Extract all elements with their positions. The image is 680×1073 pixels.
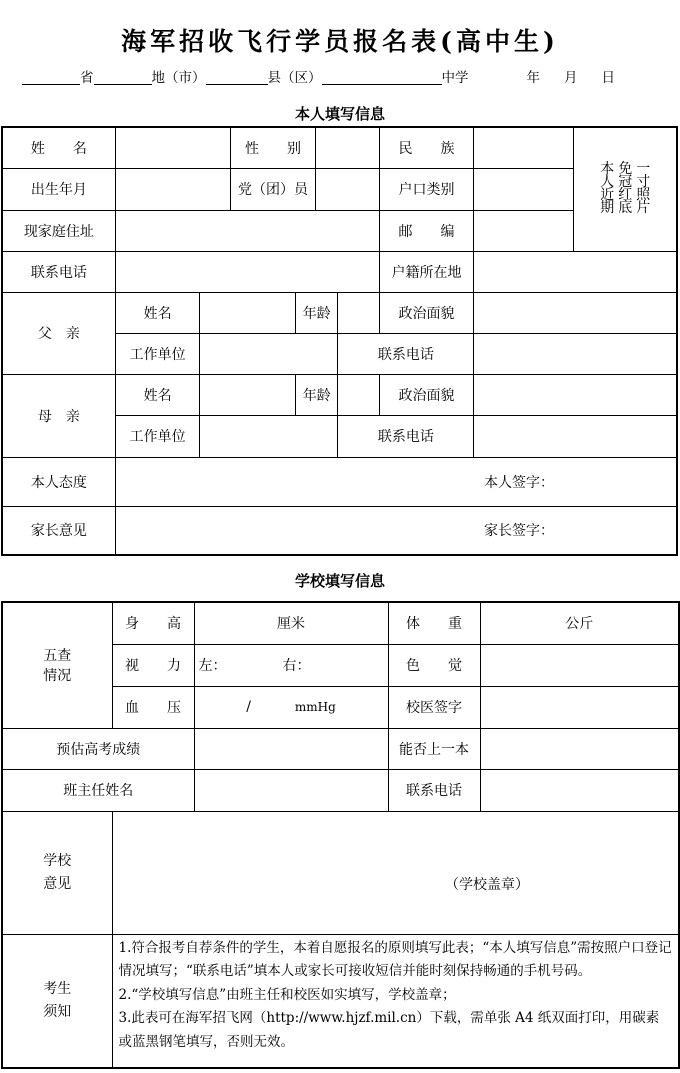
ethnicity-label: 民 族 <box>379 127 474 168</box>
party-field[interactable] <box>315 168 379 210</box>
father-age-label: 年龄 <box>296 292 338 333</box>
hukou-type-label: 户口类别 <box>379 168 474 210</box>
photo-text-col-3: 一 寸 照 片 <box>636 161 651 217</box>
school-section-heading: 学校填写信息 <box>294 572 385 590</box>
party-label: 党（团）员 <box>231 168 316 210</box>
teacher-field[interactable] <box>194 769 388 811</box>
county-label: 县（区） <box>267 70 322 86</box>
hukou-location-field[interactable] <box>474 251 677 292</box>
birth-label: 出生年月 <box>2 168 115 210</box>
phone-field[interactable] <box>115 251 379 292</box>
gaokao-label: 预估高考成绩 <box>2 728 194 769</box>
tier1-label: 能否上一本 <box>388 728 480 769</box>
height-label: 身 高 <box>112 602 194 644</box>
father-political-label: 政治面貌 <box>379 292 474 333</box>
self-signature-label: 本人签字： <box>484 474 554 491</box>
height-field[interactable] <box>194 602 388 644</box>
notice-item-1: 1.符合报考自荐条件的学生，本着自愿报名的原则填写此表；“本人填写信息”需按照户口登记情况填写；“联系电话”填本人或家长可接收短信并能时刻保持畅通的手机号码。 <box>118 939 672 979</box>
county-blank[interactable] <box>206 70 268 85</box>
vision-field[interactable] <box>194 644 388 686</box>
notice-label: 考生 须知 <box>2 934 112 1068</box>
city-blank[interactable] <box>94 70 152 85</box>
mother-political-field[interactable] <box>474 374 677 415</box>
father-name-label: 姓名 <box>115 292 200 333</box>
father-work-label: 工作单位 <box>115 333 200 374</box>
teacher-label: 班主任姓名 <box>2 769 194 811</box>
father-phone-field[interactable] <box>474 333 677 374</box>
school-info-table <box>1 601 680 1069</box>
school-opinion-label: 学校 意见 <box>2 811 112 934</box>
father-work-field[interactable] <box>200 333 338 374</box>
gaokao-field[interactable] <box>194 728 388 769</box>
father-name-field[interactable] <box>200 292 296 333</box>
vision-label: 视 力 <box>112 644 194 686</box>
mother-age-field[interactable] <box>338 374 379 415</box>
color-vision-label: 色 觉 <box>388 644 480 686</box>
personal-info-table <box>1 126 678 556</box>
mother-political-label: 政治面貌 <box>379 374 474 415</box>
phone-label: 联系电话 <box>2 251 115 292</box>
mother-phone-label: 联系电话 <box>338 415 474 457</box>
year-label: 年 <box>526 70 540 86</box>
bp-unit: mmHg <box>294 700 336 714</box>
mother-name-field[interactable] <box>200 374 296 415</box>
name-field[interactable] <box>115 127 230 168</box>
weight-unit: 公斤 <box>565 616 594 633</box>
blood-pressure-field[interactable] <box>194 686 388 728</box>
postcode-label: 邮 编 <box>379 210 474 251</box>
color-vision-field[interactable] <box>480 644 679 686</box>
home-address-field[interactable] <box>115 210 379 251</box>
postcode-field[interactable] <box>474 210 574 251</box>
school-stamp-label: （学校盖章） <box>445 876 529 893</box>
province-label: 省 <box>80 70 94 86</box>
photo-text-col-1: 本 人 近 期 <box>600 161 615 217</box>
mother-work-label: 工作单位 <box>115 415 200 457</box>
mother-label: 母 亲 <box>2 374 115 457</box>
mother-work-field[interactable] <box>200 415 338 457</box>
gender-label: 性 别 <box>231 127 316 168</box>
doctor-sign-field[interactable] <box>480 686 679 728</box>
school-opinion-field[interactable] <box>112 811 679 934</box>
teacher-phone-label: 联系电话 <box>388 769 480 811</box>
month-label: 月 <box>564 70 578 86</box>
father-phone-label: 联系电话 <box>338 333 474 374</box>
notice-content <box>112 934 679 1068</box>
school-label: 中学 <box>441 70 469 86</box>
name-label: 姓 名 <box>2 127 115 168</box>
photo-box[interactable] <box>574 127 677 251</box>
day-label: 日 <box>601 70 615 86</box>
self-attitude-field[interactable] <box>115 457 677 506</box>
vision-right-label: 右： <box>282 658 311 674</box>
home-address-label: 现家庭住址 <box>2 210 115 251</box>
parent-opinion-label: 家长意见 <box>2 506 115 555</box>
teacher-phone-field[interactable] <box>480 769 679 811</box>
blood-pressure-label: 血 压 <box>112 686 194 728</box>
notice-item-2: 2.“学校填写信息”由班主任和校医如实填写，学校盖章； <box>118 986 456 1003</box>
photo-text-col-2: 免 冠 红 底 <box>618 161 633 217</box>
father-political-field[interactable] <box>474 292 677 333</box>
province-blank[interactable] <box>22 70 80 85</box>
weight-label: 体 重 <box>388 602 480 644</box>
mother-age-label: 年龄 <box>296 374 338 415</box>
notice-item-3: 3.此表可在海军招飞网（http://www.hjzf.mil.cn）下载，需单张 A4 纸双面打印，用碳素或蓝黑钢笔填写，否则无效。 <box>118 1010 660 1050</box>
weight-field[interactable] <box>480 602 679 644</box>
school-blank[interactable] <box>322 70 442 85</box>
address-line <box>22 66 615 86</box>
mother-phone-field[interactable] <box>474 415 677 457</box>
gender-field[interactable] <box>315 127 379 168</box>
birth-field[interactable] <box>115 168 230 210</box>
city-label: 地（市） <box>151 70 206 86</box>
father-age-field[interactable] <box>338 292 379 333</box>
hukou-type-field[interactable] <box>474 168 574 210</box>
personal-section-heading: 本人填写信息 <box>294 105 385 123</box>
height-unit: 厘米 <box>277 616 305 633</box>
doctor-sign-label: 校医签字 <box>388 686 480 728</box>
mother-name-label: 姓名 <box>115 374 200 415</box>
bp-slash: / <box>246 699 251 715</box>
self-attitude-label: 本人态度 <box>2 457 115 506</box>
parent-signature-label: 家长签字： <box>484 523 554 540</box>
ethnicity-field[interactable] <box>474 127 574 168</box>
father-label: 父 亲 <box>2 292 115 374</box>
physical-exam-label: 五查 情况 <box>2 602 112 728</box>
form-title: 海军招收飞行学员报名表(高中生) <box>121 27 559 56</box>
hukou-location-label: 户籍所在地 <box>379 251 474 292</box>
parent-opinion-field[interactable] <box>115 506 677 555</box>
vision-left-label: 左： <box>198 658 227 674</box>
tier1-field[interactable] <box>480 728 679 769</box>
